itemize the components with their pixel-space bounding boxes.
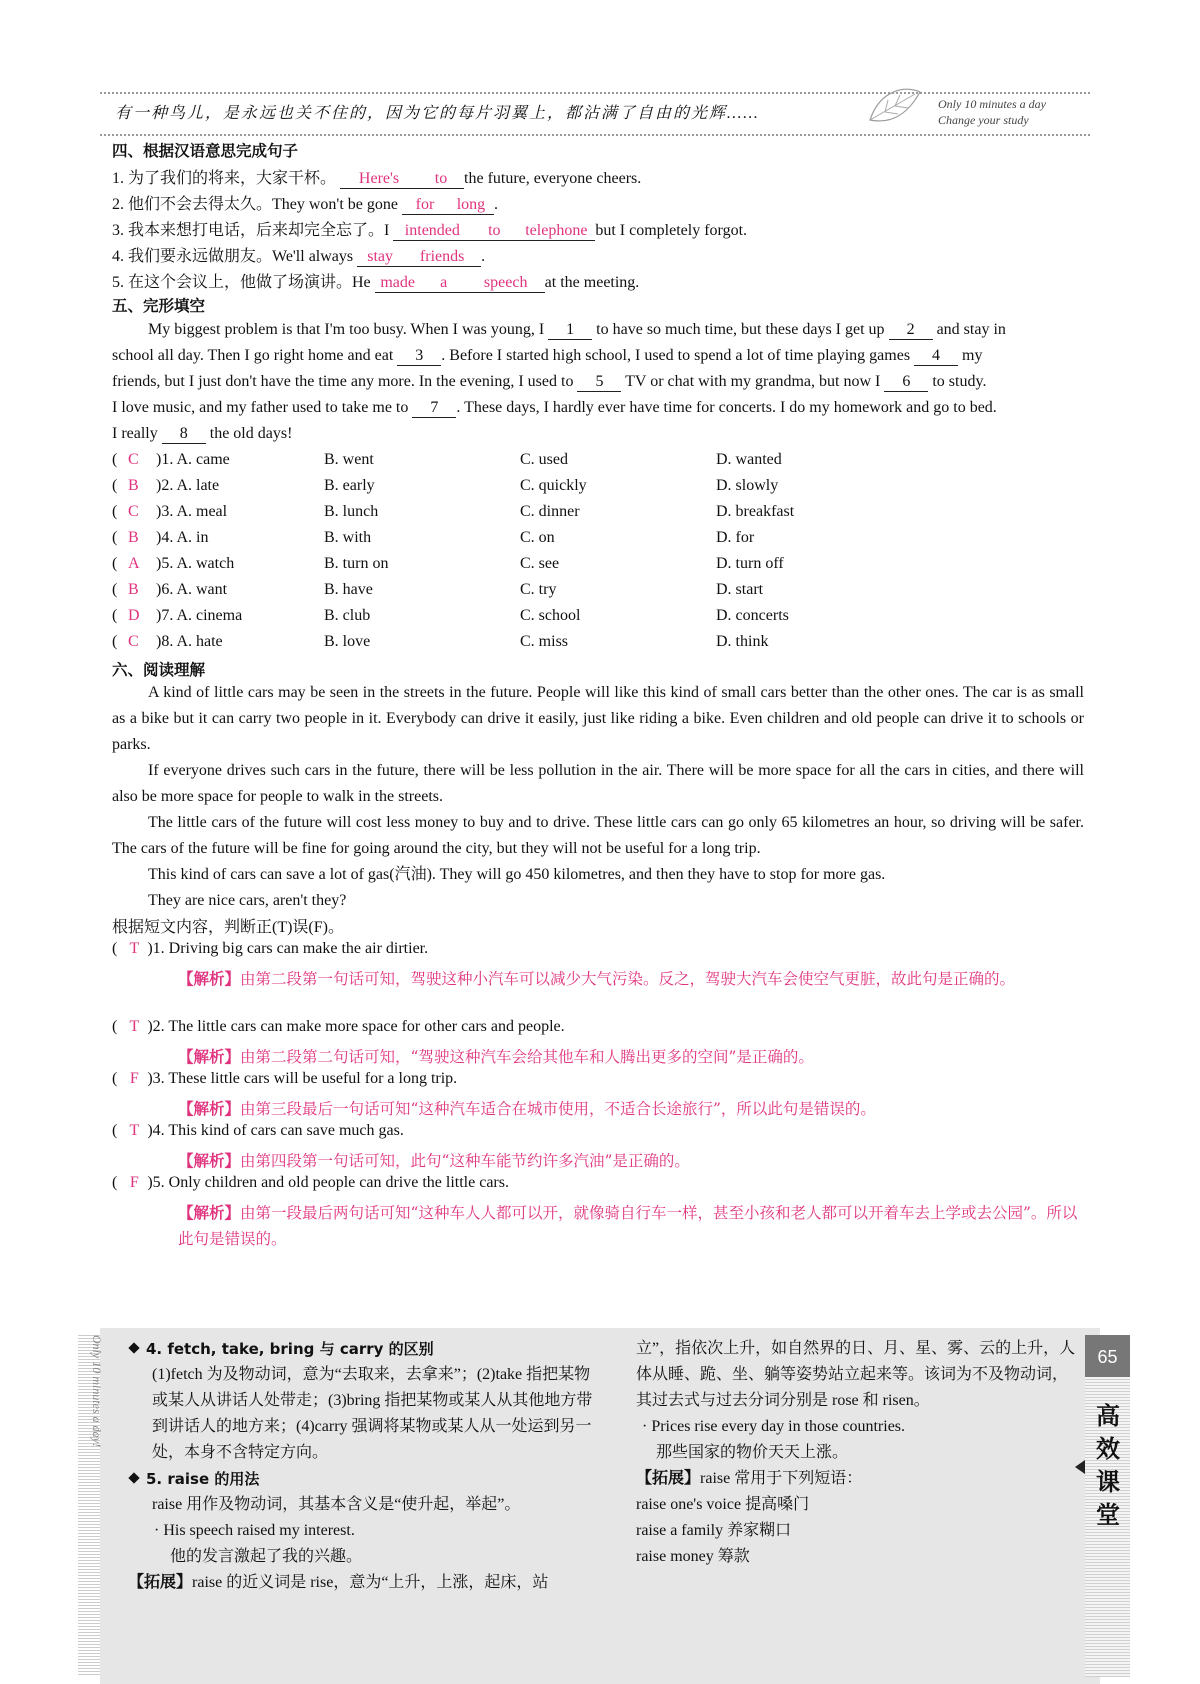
cloze-text: the old days!: [205, 425, 293, 442]
explanation: [178, 966, 1084, 992]
explanation: [178, 1148, 1084, 1174]
question-text: )1. Driving big cars can make the air dirtier.: [147, 940, 429, 957]
answer-letter: T: [129, 1122, 140, 1139]
sentence-prompt: 3. 我本来想打电话，后来却完全忘了。I: [112, 222, 390, 239]
cloze-question-row: [0, 503, 1200, 527]
answer-letter: C: [128, 503, 139, 520]
answer-blank: Here's: [340, 170, 418, 189]
option-b: B. turn on: [324, 555, 389, 572]
option-num: )3. A. meal: [156, 503, 228, 520]
option-c: C. try: [520, 581, 557, 598]
reading-para-2: If everyone drives such cars in the future, there will be less pollution in the air. There will be more space for all the cars in cities, and there will also be more space for people to walk in the streets.: [112, 762, 1084, 805]
explanation-text: 由第三段最后一句话可知“这种汽车适合在城市使用，不适合长途旅行”，所以此句是错误的。: [240, 1100, 876, 1118]
option-d: D. for: [716, 529, 755, 546]
cloze-text: and stay in: [932, 321, 1006, 338]
diamond-bullet-icon: [128, 1342, 139, 1353]
section5-title: 五、完形填空: [112, 297, 206, 315]
sentence-item: [112, 269, 639, 293]
option-b: B. lunch: [324, 503, 379, 520]
sentence-item: [112, 191, 498, 215]
explanation-text: 由第一段最后两句话可知“这种车人人都可以开，就像骑自行车一样，甚至小孩和老人都可以开着车去上学或去公园”。所以此句是错误的。: [178, 1204, 1078, 1248]
reading-para-5: They are nice cars, aren't they?: [148, 892, 347, 909]
answer-letter: F: [129, 1070, 139, 1087]
tf-question: [112, 1070, 457, 1088]
note5-extension: [128, 1570, 598, 1596]
explanation-tag: 【解析】: [178, 1099, 241, 1118]
tf-question: [112, 1174, 509, 1192]
note4-heading-text: 4. fetch, take, bring 与 carry 的区别: [146, 1340, 434, 1358]
answer-blank: for: [402, 196, 448, 215]
option-b: B. with: [324, 529, 372, 546]
option-c: C. dinner: [520, 503, 580, 520]
sentence-prompt: 2. 他们不会去得太久。They won't be gone: [112, 196, 398, 213]
phrase-item: raise a family 养家糊口: [636, 1522, 792, 1539]
question-text: )5. Only children and old people can drive the little cars.: [147, 1174, 509, 1191]
note5-example-en: · His speech raised my interest.: [154, 1522, 355, 1539]
cloze-line: [148, 321, 1006, 340]
explanation-tag: 【解析】: [178, 969, 241, 988]
cloze-question-row: [0, 607, 1200, 631]
brand-line2: Change your study: [938, 113, 1029, 127]
explanation-tag: 【解析】: [178, 1203, 241, 1222]
answer-blank: a: [421, 274, 467, 293]
cloze-question-row: [0, 581, 1200, 605]
option-d: D. think: [716, 633, 769, 650]
option-d: D. wanted: [716, 451, 782, 468]
brand-line1: Only 10 minutes a day: [938, 97, 1046, 111]
answer-blank: stay: [357, 248, 403, 267]
reading-passage: [112, 680, 1084, 914]
sentence-prompt: 4. 我们要永远做朋友。We'll always: [112, 248, 354, 265]
cloze-text: my: [958, 347, 983, 364]
paren: (: [112, 555, 118, 572]
sentence-tail: but I completely forgot.: [595, 222, 748, 239]
answer-letter: T: [129, 1018, 140, 1035]
cloze-question-row: [0, 555, 1200, 579]
cloze-blank: 7: [412, 399, 456, 418]
paren: (: [112, 1174, 122, 1191]
cloze-text: I love music, and my father used to take me to: [112, 399, 413, 416]
answer-blank: to: [418, 170, 464, 189]
option-b: B. club: [324, 607, 371, 624]
paren: (: [112, 581, 118, 598]
side-title: 高效课堂: [1096, 1402, 1120, 1529]
sentence-tail: .: [481, 248, 486, 265]
cloze-text: friends, but I just don't have the time any more. In the evening, I used to: [112, 373, 578, 390]
cloze-text: . Before I started high school, I used to spend a lot of time playing games: [441, 347, 915, 364]
diamond-bullet-icon: [128, 1472, 139, 1483]
answer-letter: B: [128, 581, 139, 598]
sentence-tail: at the meeting.: [544, 274, 640, 291]
brand-slogan: [938, 96, 1046, 128]
option-d: D. slowly: [716, 477, 779, 494]
extension-tag: 【拓展】: [128, 1574, 193, 1591]
option-c: C. school: [520, 607, 581, 624]
sentence-tail: the future, everyone cheers.: [464, 170, 642, 187]
rise-example-zh: 那些国家的物价天天上涨。: [656, 1444, 849, 1461]
answer-blank: intended: [393, 222, 471, 241]
page-number: 65: [1085, 1335, 1130, 1377]
question-text: )2. The little cars can make more space for other cars and people.: [147, 1018, 565, 1035]
answer-blank: long: [448, 196, 494, 215]
tf-question: [112, 940, 428, 958]
explanation: [178, 1200, 1084, 1252]
paren: (: [112, 633, 118, 650]
reading-para-3: The little cars of the future will cost less money to buy and to drive. These little cars can go only 65 kilometres an hour, so driving will be safer. The cars of the future will be fine for going around the city, but they will not be useful for a long trip.: [112, 814, 1084, 857]
option-num: )7. A. cinema: [156, 607, 243, 624]
answer-letter: A: [128, 555, 140, 572]
option-num: )5. A. watch: [156, 555, 235, 572]
explanation-text: 由第二段第一句话可知，驾驶这种小汽车可以减少大气污染。反之，驾驶大汽车会使空气更脏，故此句是正确的。: [240, 970, 1016, 988]
cloze-line: [112, 347, 983, 366]
explanation-tag: 【解析】: [178, 1151, 241, 1170]
option-num: )6. A. want: [156, 581, 228, 598]
cloze-question-row: [0, 529, 1200, 553]
explanation-tag: 【解析】: [178, 1047, 241, 1066]
paren: (: [112, 503, 118, 520]
option-num: )1. A. came: [156, 451, 230, 468]
triangle-left-icon: [1075, 1460, 1085, 1474]
extension-tag: 【拓展】: [636, 1470, 701, 1487]
paren: (: [112, 451, 118, 468]
sentence-item: [112, 217, 747, 241]
reading-para-1: A kind of little cars may be seen in the streets in the future. People will like this kind of small cars better than the other ones. The car is as small as a bike but it can carry two people in it. Everybody can drive it easily, just like riding a bike. Even children and old people can drive it to schools or parks.: [112, 684, 1084, 753]
paren: (: [112, 529, 118, 546]
reading-para-4: This kind of cars can save a lot of gas(汽油). They will go 450 kilometres, and then they have to stop for more gas.: [148, 866, 886, 883]
rise-extension: [636, 1466, 1076, 1492]
paren: (: [112, 1018, 122, 1035]
notes-left-column: [128, 1336, 598, 1596]
sentence-prompt: 5. 在这个会议上，他做了场演讲。He: [112, 274, 371, 291]
answer-letter: C: [128, 633, 139, 650]
answer-blank: speech: [467, 274, 545, 293]
cloze-blank: 2: [889, 321, 933, 340]
option-c: C. on: [520, 529, 555, 546]
cloze-line: [112, 373, 986, 392]
option-num: )2. A. late: [156, 477, 220, 494]
answer-blank: telephone: [517, 222, 595, 241]
option-d: D. concerts: [716, 607, 789, 624]
option-num: )4. A. in: [156, 529, 209, 546]
cloze-text: I really: [112, 425, 162, 442]
cloze-text: school all day. Then I go right home and eat: [112, 347, 398, 364]
sentence-tail: .: [493, 196, 498, 213]
answer-blank: friends: [403, 248, 481, 267]
answer-letter: B: [128, 529, 139, 546]
tf-question: [112, 1122, 404, 1140]
cloze-blank: 3: [397, 347, 441, 366]
option-b: B. love: [324, 633, 371, 650]
paren: (: [112, 477, 118, 494]
cloze-blank: 4: [914, 347, 958, 366]
note4-body: (1)fetch 为及物动词，意为“去取来，去拿来”；(2)take 指把某物或某人从讲话人处带走；(3)bring 指把某物或某人从其他地方带到讲话人的地方来；(4)carry 强调将某物或某人从一处运到另一处，本身不含特定方向。: [152, 1366, 593, 1461]
answer-letter: T: [129, 940, 140, 957]
sentence-item: [112, 243, 485, 267]
phrase-item: raise money 筹款: [636, 1548, 750, 1565]
cloze-question-row: [0, 633, 1200, 657]
leaf-icon: [860, 80, 930, 136]
option-c: C. used: [520, 451, 568, 468]
cloze-text: to study.: [928, 373, 987, 390]
cloze-text: TV or chat with my grandma, but now I: [621, 373, 885, 390]
header-quote: 有一种鸟儿，是永远也关不住的，因为它的每片羽翼上，都沾满了自由的光辉……: [115, 105, 760, 122]
section6-title: 六、阅读理解: [112, 661, 206, 679]
option-d: D. turn off: [716, 555, 784, 572]
cloze-line: [112, 399, 997, 418]
paren: (: [112, 1070, 122, 1087]
section4-title: 四、根据汉语意思完成句子: [112, 142, 299, 160]
cloze-blank: 6: [884, 373, 928, 392]
rise-example-en: · Prices rise every day in those countries.: [642, 1418, 906, 1435]
note5-continued: 立”，指依次上升，如自然界的日、月、星、雾、云的上升，人体从睡、跪、坐、躺等姿势站立起来等。该词为不及物动词，其过去式与过去分词分别是 rose 和 risen。: [636, 1340, 1076, 1409]
explanation-text: 由第二段第二句话可知，“驾驶这种汽车会给其他车和人腾出更多的空间”是正确的。: [240, 1048, 814, 1066]
cloze-question-row: [0, 477, 1200, 501]
extension-text: raise 的近义词是 rise，意为“上升，上涨，起床，站: [192, 1574, 549, 1591]
option-b: B. have: [324, 581, 373, 598]
note5-heading-text: 5. raise 的用法: [146, 1470, 260, 1488]
cloze-line: [112, 425, 292, 444]
answer-letter: D: [128, 607, 140, 624]
note4-heading: [128, 1336, 598, 1362]
sentence-prompt: 1. 为了我们的将来，大家干杯。: [112, 170, 337, 187]
explanation: [178, 1096, 1084, 1122]
phrase-item: raise one's voice 提高嗓门: [636, 1496, 810, 1513]
cloze-blank: 1: [548, 321, 592, 340]
paren: (: [112, 1122, 122, 1139]
option-num: )8. A. hate: [156, 633, 223, 650]
note5-heading: [128, 1466, 598, 1492]
explanation-text: 由第四段第一句话可知，此句“这种车能节约许多汽油”是正确的。: [240, 1152, 690, 1170]
option-c: C. see: [520, 555, 560, 572]
option-d: D. start: [716, 581, 764, 598]
notes-right-column: [636, 1336, 1076, 1570]
option-b: B. early: [324, 477, 375, 494]
answer-blank: to: [471, 222, 517, 241]
paren: (: [112, 940, 122, 957]
tf-question: [112, 1018, 565, 1036]
paren: (: [112, 607, 118, 624]
sentence-item: [112, 165, 641, 189]
note5-example-zh: 他的发言激起了我的兴趣。: [170, 1548, 363, 1565]
cloze-text: My biggest problem is that I'm too busy. When I was young, I: [148, 321, 549, 338]
option-d: D. breakfast: [716, 503, 795, 520]
cloze-blank: 5: [577, 373, 621, 392]
reading-instruction: 根据短文内容，判断正(T)误(F)。: [112, 919, 344, 936]
cloze-blank: 8: [162, 425, 206, 444]
cloze-question-row: [0, 451, 1200, 475]
cloze-text: to have so much time, but these days I get up: [592, 321, 889, 338]
answer-letter: F: [129, 1174, 139, 1191]
explanation: [178, 1044, 1084, 1070]
question-text: )3. These little cars will be useful for a long trip.: [147, 1070, 458, 1087]
option-c: C. quickly: [520, 477, 587, 494]
option-c: C. miss: [520, 633, 569, 650]
question-text: )4. This kind of cars can save much gas.: [147, 1122, 404, 1139]
answer-letter: C: [128, 451, 139, 468]
cloze-text: . These days, I hardly ever have time for concerts. I do my homework and go to bed.: [456, 399, 997, 416]
extension-text: raise 常用于下列短语：: [700, 1470, 863, 1487]
answer-blank: made: [375, 274, 421, 293]
note5-body: raise 用作及物动词，其基本含义是“使升起，举起”。: [152, 1496, 521, 1513]
option-b: B. went: [324, 451, 374, 468]
vertical-slogan: Only 10 minutes a day!: [90, 1335, 104, 1447]
answer-letter: B: [128, 477, 139, 494]
